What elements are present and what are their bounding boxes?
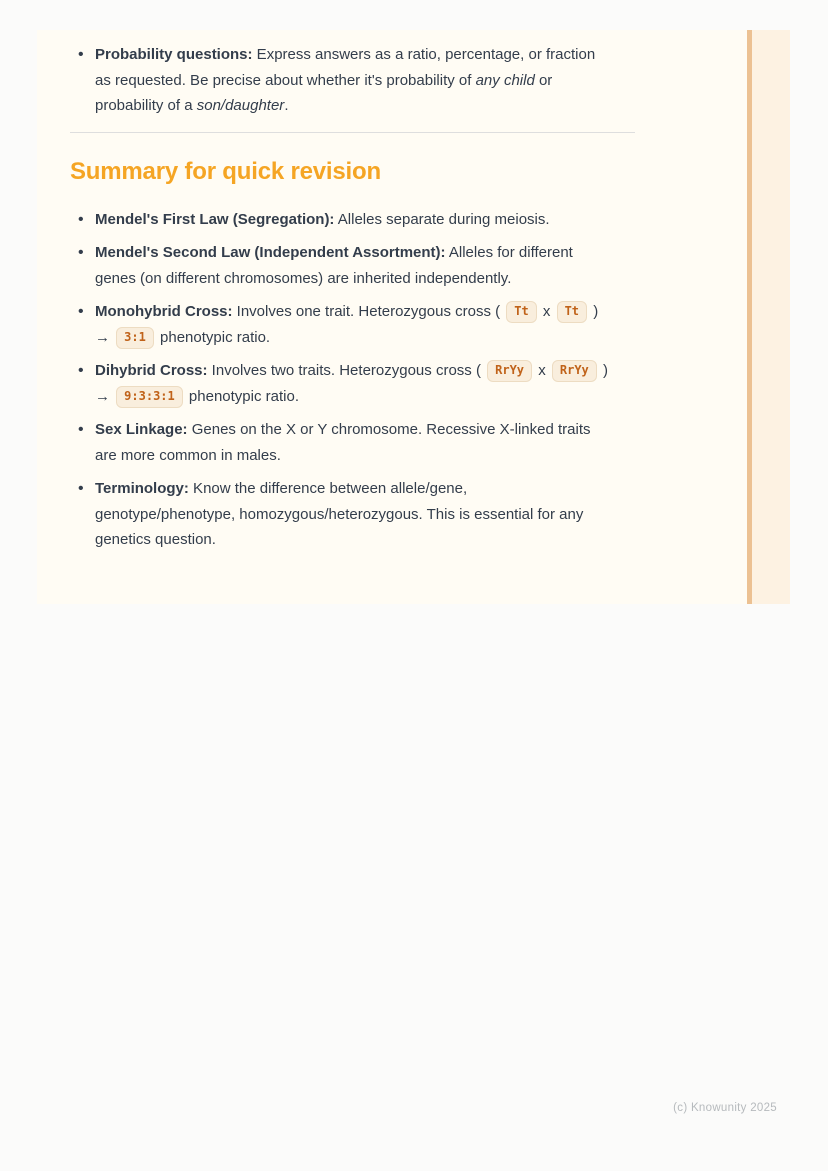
bold-segment: Monohybrid Cross: (95, 303, 233, 320)
code-badge: Tt (506, 301, 536, 323)
notes-card (37, 30, 790, 604)
side-band (752, 30, 790, 604)
code-badge: Tt (557, 301, 587, 323)
bold-segment: Mendel's First Law (Segregation): (95, 210, 335, 228)
text-segment: Know the difference between allele/gene, (188, 480, 468, 497)
text-segment: ) (598, 362, 608, 379)
italic-segment: any child (475, 71, 535, 89)
section-divider (70, 132, 635, 133)
bold-segment: Sex Linkage: (95, 421, 188, 438)
text-segment: Express answers as a ratio, percentage, or fraction (252, 46, 596, 63)
list-item (70, 207, 635, 233)
summary-list (70, 207, 747, 553)
text-segment: x (538, 303, 555, 320)
text-segment: Involves two traits. Heterozygous cross ( (207, 362, 486, 379)
code-badge: 9:3:3:1 (116, 386, 183, 408)
list-item (70, 417, 635, 468)
bold-segment: Dihybrid Cross: (95, 362, 208, 379)
list-item (70, 299, 635, 350)
text-segment: Alleles separate during meiosis. (334, 210, 550, 228)
text-segment: Involves one trait. Heterozygous cross ( (232, 303, 505, 320)
text-segment: Genes on the X or Y chromosome. Recessive X-linked traits (187, 421, 591, 438)
text-segment: . (284, 97, 289, 114)
list-item (70, 358, 635, 409)
text-segment: genotype/phenotype, homozygous/heterozygous. This is essential for any (95, 505, 584, 523)
text-segment: or (534, 71, 553, 89)
code-badge: 3:1 (116, 327, 154, 349)
list-item (70, 42, 635, 119)
text-segment: phenotypic ratio. (155, 328, 271, 346)
bold-segment: Mendel's Second Law (Independent Assortment): (95, 244, 446, 261)
text-segment: genes (on different chromosomes) are inherited independently. (95, 269, 512, 287)
card-main (37, 30, 747, 604)
bold-segment: Terminology: (95, 480, 189, 497)
italic-segment: son/daughter (196, 97, 285, 114)
text-segment: → (95, 387, 115, 405)
text-segment: as requested. Be precise about whether it's probability of (95, 71, 476, 89)
summary-heading: Summary for quick revision (70, 157, 381, 185)
bold-segment: Probability questions: (95, 46, 253, 63)
intro-list (70, 42, 747, 119)
text-segment: → (95, 328, 115, 346)
copyright-footer: (c) Knowunity 2025 (673, 1102, 777, 1114)
list-item (70, 240, 635, 291)
text-segment: are more common in males. (95, 446, 281, 464)
text-segment: probability of a (95, 97, 197, 114)
text-segment: phenotypic ratio. (184, 387, 299, 405)
text-segment: genetics question. (95, 531, 216, 548)
text-segment: ) (589, 303, 599, 320)
list-item (70, 476, 635, 553)
text-segment: x (534, 362, 550, 379)
text-segment: Alleles for different (445, 244, 573, 261)
code-badge: RrYy (552, 360, 597, 382)
card-content (37, 30, 747, 553)
code-badge: RrYy (487, 360, 532, 382)
